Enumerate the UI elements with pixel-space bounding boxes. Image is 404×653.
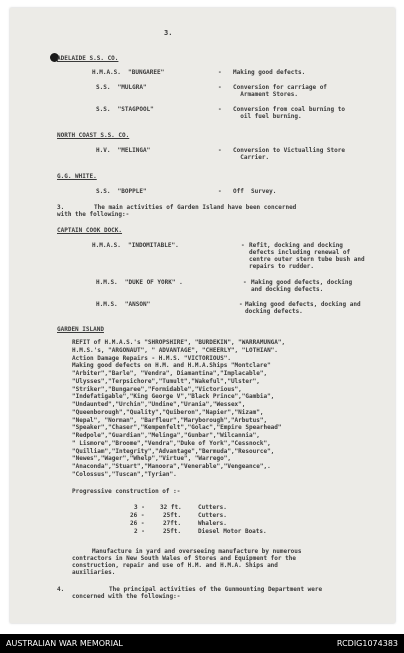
archive-footer (0, 634, 404, 653)
paragraph-text: The principal activities of the Gunmounting Department were concerned with the following:- (72, 586, 323, 600)
paragraph-number: 4. (57, 586, 65, 593)
paragraph-text: The main activities of Garden Island have been concerned with the following:- (57, 204, 297, 218)
manufacture-paragraph: Manufacture in yard and overseeing manufacture by numerous contractors in New South Wales of Stores and Equipment for the construction, repair and use of H.M. and H.M.A. Ships and auxiliaries. (72, 548, 302, 576)
progressive-construction-heading: Progressive construction of :- (72, 488, 181, 495)
section-heading-white: G.G. WHITE. (57, 173, 97, 180)
garden-island-work-list: REFIT of H.M.A.S.'s "SHROPSHIRE", "BURDEKIN", "WARRAMUNGA", H.M.S.'s, "ARGONAUT", " ADVANTAGE", "CHEERLY", "LOTHIAN". Action Damage Repairs - H.M.S. "VICTORIOUS". Making good defects on H.M. and H.M.A.Ships "Montclare" "Arbiter","Barle", "Vendra", Diamantina","Implacable", "Ulysses","Terpsichore","Tumult","Wakeful","Ulster", "Striker","Bungaree","Formidable","Victorious", "Indefatigable","King George V","Black Prince","Gambia", "Undaunted","Urchin","Undine","Urania","Wessex", "Queenborough","Quality","Quiberon","Napier","Nizam", "Nepal", "Norman", "Barfleur","Maryborough","Arbutus", "Speaker","Chaser","Kempenfelt","Golac","Empire Spearhead" "Redpole","Guardian","Melinga","Gunbar","Wilcannia", " Lismore","Broome","Vendra","Duke of York","Cessnock", "Quilliam","Integrity","Advantage","Bermuda","Resource", "Newes","Wager","Whelp","Virtue", "Warrego", "Anaconda","Stuart","Manoora","Venerable","Vengeance",. "Colossus","Tuscan","Tyrian". (72, 339, 286, 478)
dash: - (239, 301, 243, 308)
dash: - (218, 188, 222, 195)
dash: - (243, 279, 247, 286)
dash: - (218, 69, 222, 76)
vessel-name: H.M.A.S. "INDOMITABLE". (92, 242, 179, 249)
dash: - (218, 147, 222, 154)
section-heading-captain-cook-dock: CAPTAIN COOK DOCK. (57, 227, 123, 234)
construction-qty: 3 - (134, 504, 145, 511)
work-description: Off Survey. (233, 188, 277, 195)
construction-type: Cutters. (198, 504, 227, 511)
work-description: Conversion for carriage of Armament Stores. (233, 84, 327, 98)
section-heading-north-coast: NORTH COAST S.S. CO. (57, 132, 130, 139)
work-description: Refit, docking and docking defects including renewal of centre outer stern tube bush and repairs to rudder. (249, 242, 365, 270)
record-id: RCDIG1074383 (336, 639, 398, 648)
construction-size: 25ft. (163, 528, 182, 535)
dash: - (218, 106, 222, 113)
work-description: Making good defects, docking and docking defects. (251, 279, 353, 293)
construction-size: 32 ft. (160, 504, 182, 511)
section-heading-adelaide: ADELAIDE S.S. CO. (57, 55, 119, 62)
work-description: Making good defects, docking and docking defects. (245, 301, 361, 315)
work-description: Making good defects. (233, 69, 306, 76)
construction-size: 27ft. (163, 520, 182, 527)
paragraph-number: 3. (57, 204, 65, 211)
work-description: Conversion from coal burning to oil fuel burning. (233, 106, 345, 120)
page-number: 3. (164, 29, 173, 37)
document-page (10, 8, 395, 623)
vessel-name: S.S. "STAGPOOL" (96, 106, 154, 113)
vessel-name: H.V. "MELINGA" (96, 147, 151, 154)
vessel-name: S.S. "BOPPLE" (96, 188, 147, 195)
vessel-name: H.M.S. "ANSON" (96, 301, 151, 308)
construction-type: Whalers. (198, 520, 227, 527)
construction-qty: 26 - (130, 520, 145, 527)
construction-type: Diesel Motor Boats. (198, 528, 267, 535)
dash: - (218, 84, 222, 91)
work-description: Conversion to Victualling Store Carrier. (233, 147, 345, 161)
construction-type: Cutters. (198, 512, 227, 519)
archive-name: AUSTRALIAN WAR MEMORIAL (6, 639, 123, 648)
construction-qty: 2 - (134, 528, 145, 535)
vessel-name: S.S. "MULGRA" (96, 84, 147, 91)
dash: - (241, 242, 245, 249)
vessel-name: H.M.S. "DUKE OF YORK" . (96, 279, 183, 286)
vessel-name: H.M.A.S. "BUNGAREE" (92, 69, 165, 76)
construction-qty: 26 - (130, 512, 145, 519)
construction-size: 25ft. (163, 512, 182, 519)
section-heading-garden-island: GARDEN ISLAND (57, 326, 104, 333)
